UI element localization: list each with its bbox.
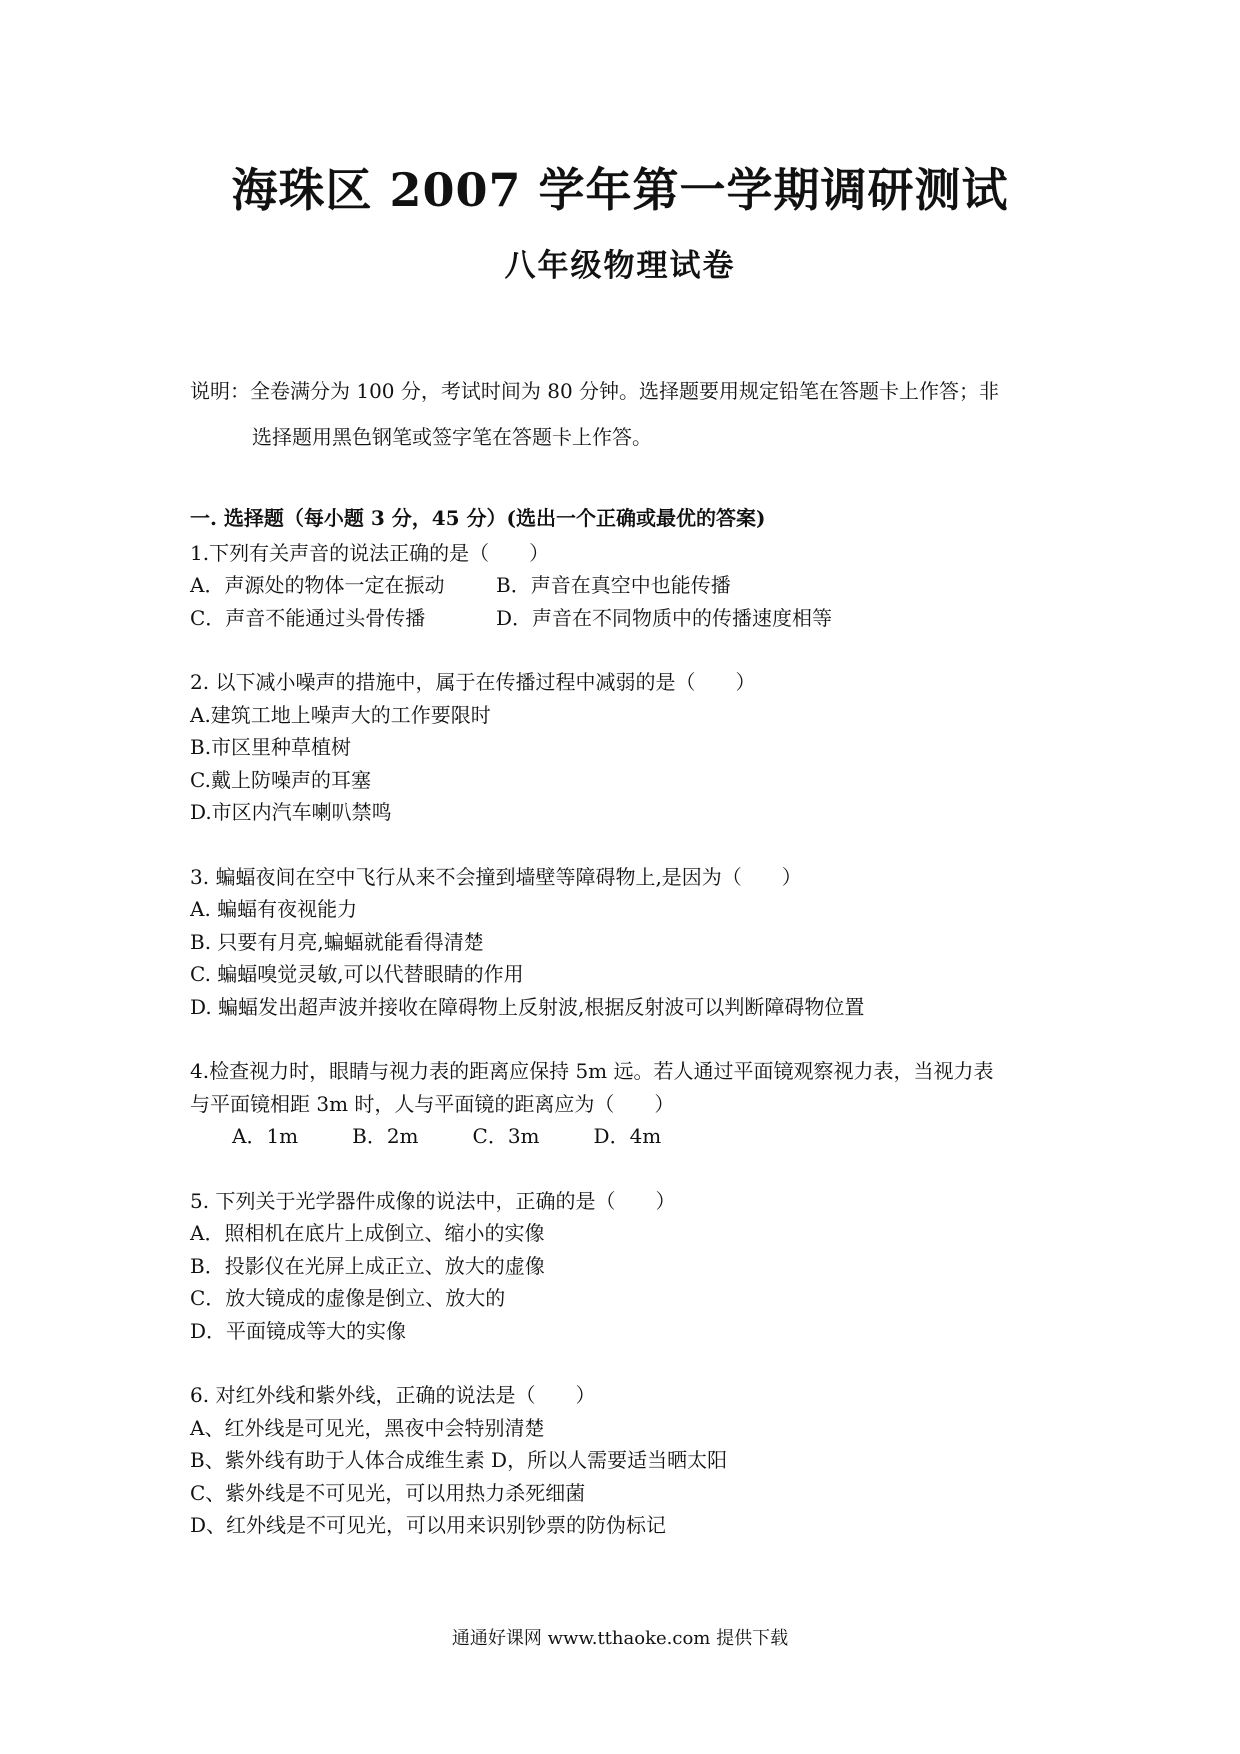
question-stem: 1.下列有关声音的说法正确的是（ ） <box>190 540 550 565</box>
option-a: A、红外线是可见光，黑夜中会特别清楚 <box>190 1415 545 1440</box>
page-subtitle: 八年级物理试卷 <box>504 248 736 284</box>
option-d: D．声音在不同物质中的传播速度相等 <box>496 605 833 630</box>
option-c: C．放大镜成的虚像是倒立、放大的 <box>190 1286 506 1310</box>
question-stem-line-2: 与平面镜相距 3m 时，人与平面镜的距离应为（ ） <box>190 1091 675 1116</box>
option-row <box>190 569 1070 602</box>
question-4 <box>190 1055 1070 1153</box>
option-c: C、紫外线是不可见光，可以用热力杀死细菌 <box>190 1480 586 1505</box>
option-row <box>190 1120 1070 1153</box>
option-b: B. 只要有月亮,蝙蝠就能看得清楚 <box>190 929 484 954</box>
question-2 <box>190 666 1070 829</box>
option-a: A.建筑工地上噪声大的工作要限时 <box>190 702 491 727</box>
option-d: D．4m <box>593 1124 662 1148</box>
question-1 <box>190 537 1070 635</box>
question-6 <box>190 1379 1070 1542</box>
question-3 <box>190 861 1070 1024</box>
option-row <box>190 602 1070 635</box>
page-title: 海珠区 2007 学年第一学期调研测试 <box>231 163 1009 217</box>
option-b: B.市区里种草植树 <box>190 735 352 759</box>
section-multiple-choice <box>190 502 1070 1574</box>
option-d: D. 蝙蝠发出超声波并接收在障碍物上反射波,根据反射波可以判断障碍物位置 <box>190 994 865 1019</box>
question-stem: 5. 下列关于光学器件成像的说法中，正确的是（ ） <box>190 1188 676 1213</box>
option-c: C. 蝙蝠嗅觉灵敏,可以代替眼睛的作用 <box>190 962 524 986</box>
option-d: D．平面镜成等大的实像 <box>190 1318 407 1343</box>
question-stem: 3. 蝙蝠夜间在空中飞行从来不会撞到墙壁等障碍物上,是因为（ ） <box>190 864 802 889</box>
option-a: A. 蝙蝠有夜视能力 <box>190 897 358 921</box>
instructions-line-2: 选择题用黑色钢笔或签字笔在答题卡上作答。 <box>252 425 652 449</box>
question-5 <box>190 1185 1070 1348</box>
option-b: B．投影仪在光屏上成正立、放大的虚像 <box>190 1253 545 1278</box>
option-b: B、紫外线有助于人体合成维生素 D，所以人需要适当晒太阳 <box>190 1448 728 1472</box>
option-c: C．3m <box>472 1124 540 1148</box>
option-c: C．声音不能通过头骨传播 <box>190 605 426 630</box>
option-c: C.戴上防噪声的耳塞 <box>190 767 371 792</box>
option-a: A．照相机在底片上成倒立、缩小的实像 <box>190 1221 545 1245</box>
instructions-line-1: 说明：全卷满分为 100 分，考试时间为 80 分钟。选择题要用规定铅笔在答题卡上作答；非 <box>190 379 1000 403</box>
option-a: A．1m <box>232 1124 299 1148</box>
option-d: D.市区内汽车喇叭禁鸣 <box>190 800 392 824</box>
option-b: B．2m <box>352 1124 419 1148</box>
section-heading: 一. 选择题（每小题 3 分，45 分）(选出一个正确或最优的答案) <box>190 506 766 530</box>
question-stem-line-1: 4.检查视力时，眼睛与视力表的距离应保持 5m 远。若人通过平面镜观察视力表，当视力表 <box>190 1059 994 1083</box>
option-a: A．声源处的物体一定在振动 <box>190 573 445 597</box>
exam-instructions <box>190 368 1070 460</box>
option-b: B．声音在真空中也能传播 <box>496 573 731 597</box>
question-stem: 2. 以下减小噪声的措施中，属于在传播过程中减弱的是（ ） <box>190 670 756 694</box>
option-d: D、红外线是不可见光，可以用来识别钞票的防伪标记 <box>190 1513 667 1537</box>
page-footer: 通通好课网 www.tthaoke.com 提供下载 <box>451 1628 789 1649</box>
question-stem: 6. 对红外线和紫外线，正确的说法是（ ） <box>190 1383 596 1407</box>
